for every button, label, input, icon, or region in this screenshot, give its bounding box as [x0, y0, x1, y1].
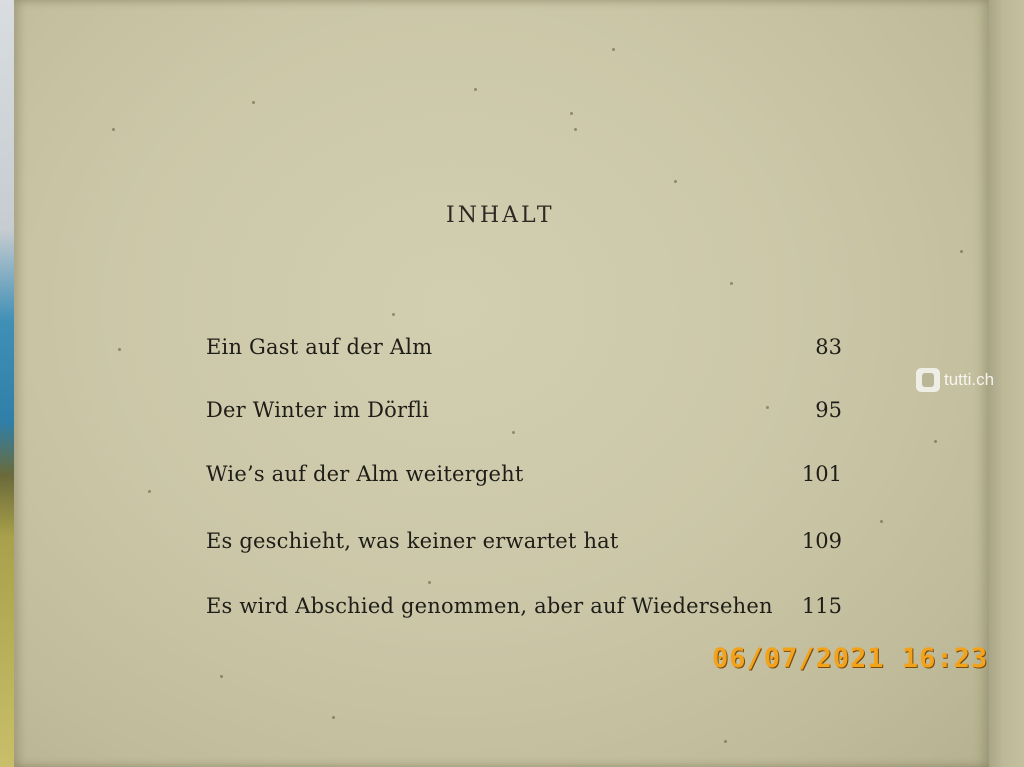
- toc-entry: [206, 335, 842, 369]
- toc-entry-title: Ein Gast auf der Alm: [206, 335, 433, 359]
- toc-entry-title: Es geschieht, was keiner erwartet hat: [206, 529, 619, 553]
- tutti-watermark: [916, 368, 994, 392]
- adjacent-page: [989, 0, 1024, 767]
- toc-entry: [206, 594, 842, 628]
- toc-entry: [206, 398, 842, 432]
- toc-entry-page: 83: [815, 335, 842, 359]
- photo-timestamp: 06/07/2021 16:23: [712, 643, 989, 674]
- toc-entry-page: 95: [815, 398, 842, 422]
- toc-entry-page: 115: [801, 594, 842, 618]
- tutti-logo-icon: [916, 368, 940, 392]
- toc-heading: INHALT: [446, 203, 555, 228]
- toc-entry-page: 109: [801, 529, 842, 553]
- toc-entry: [206, 462, 842, 496]
- watermark-text: tutti.ch: [944, 370, 995, 389]
- toc-entry-page: 101: [801, 462, 842, 486]
- toc-entry: [206, 529, 842, 563]
- toc-entry-title: Wie’s auf der Alm weitergeht: [206, 462, 524, 486]
- toc-entry-title: Der Winter im Dörfli: [206, 398, 430, 422]
- toc-entry-title: Es wird Abschied genommen, aber auf Wiedersehen: [206, 594, 773, 618]
